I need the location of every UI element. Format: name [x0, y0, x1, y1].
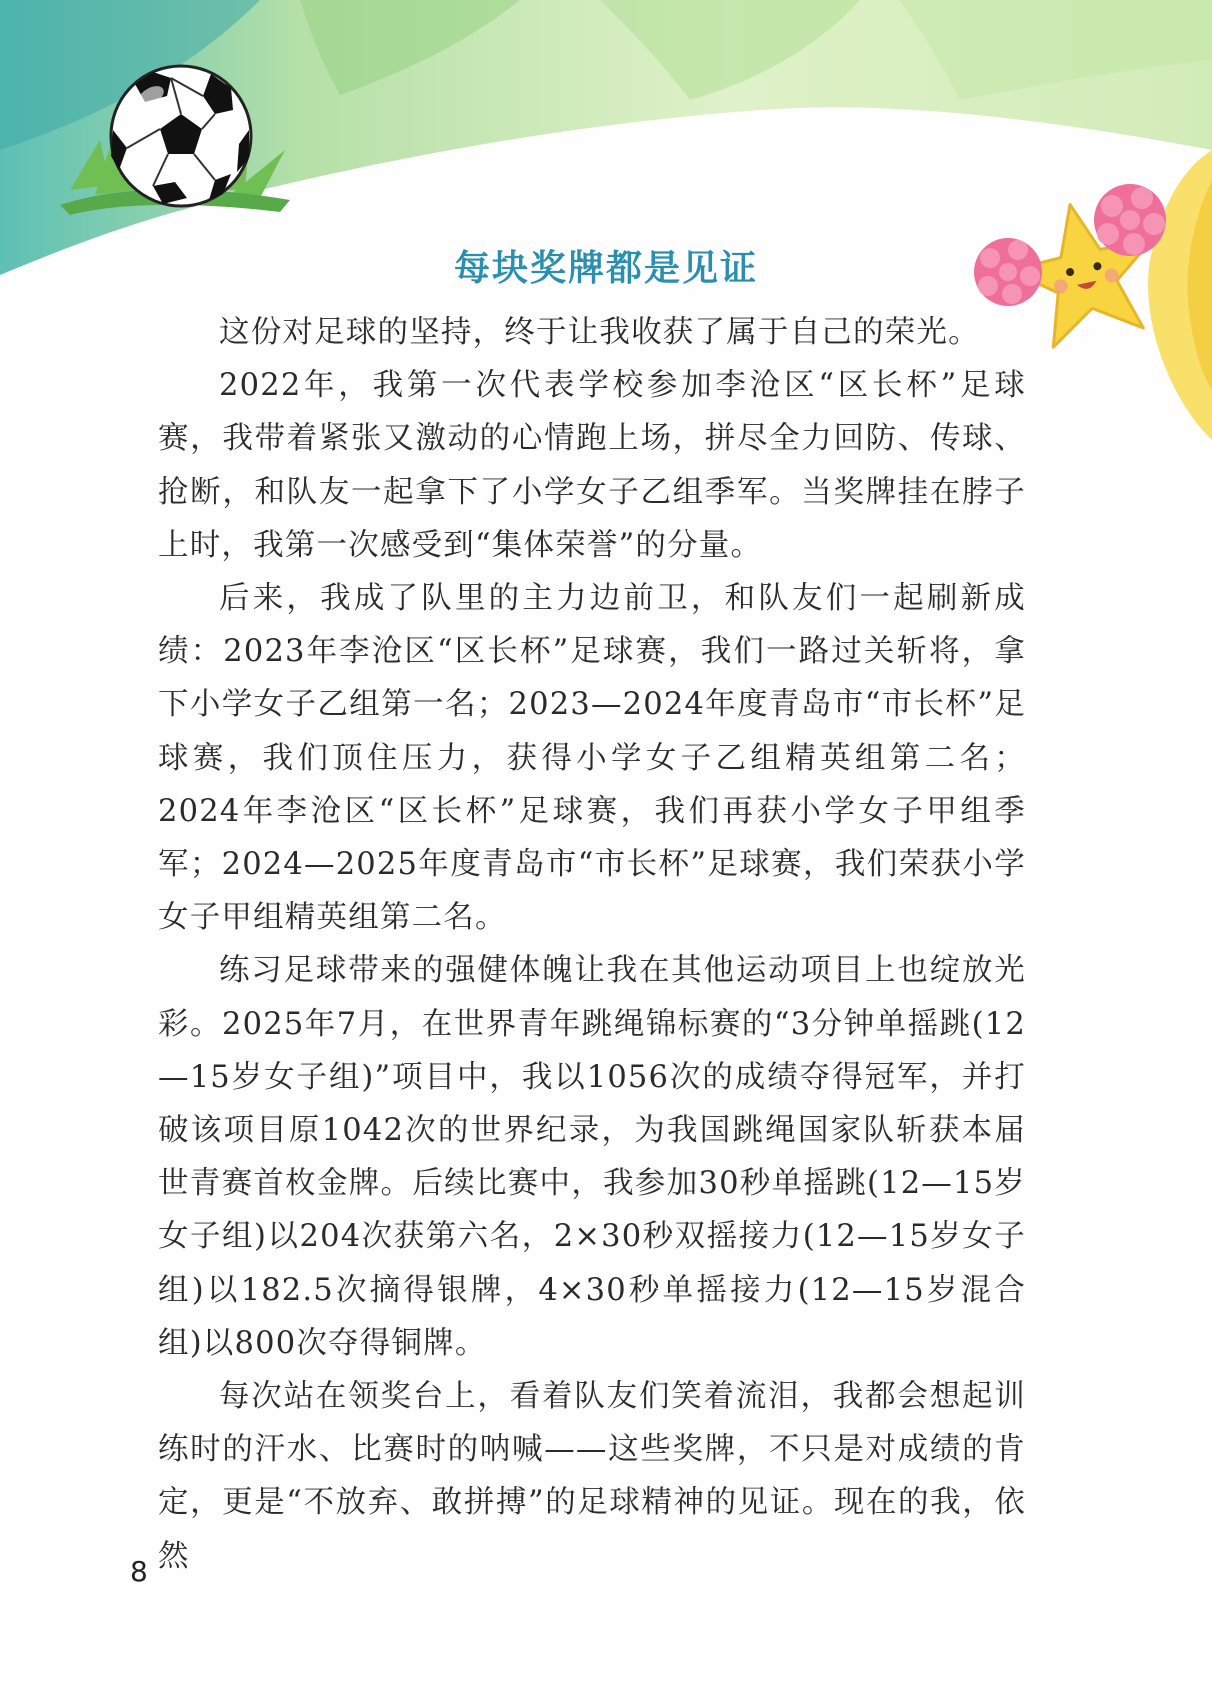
page-number: 8: [130, 1555, 148, 1588]
paragraph: 2022年，我第一次代表学校参加李沧区“区长杯”足球赛，我带着紧张又激动的心情跑上场，拼尽全力回防、传球、抢断，和队友一起拿下了小学女子乙组季军。当奖牌挂在脖子上时，我第一次感受到“集体荣誉”的分量。: [158, 368, 1026, 563]
paragraph: 后来，我成了队里的主力边前卫，和队友们一起刷新成绩：2023年李沧区“区长杯”足球赛，我们一路过关斩将，拿下小学女子乙组第一名；2023—2024年度青岛市“市长杯”足球赛，我们顶住压力，获得小学女子乙组精英组第二名；2024年李沧区“区长杯”足球赛，我们再获小学女子甲组季军；2024—2025年度青岛市“市长杯”足球赛，我们荣获小学女子甲组精英组第二名。: [158, 581, 1026, 936]
paragraph: 这份对足球的坚持，终于让我收获了属于自己的荣光。: [219, 315, 980, 350]
page-title: 每块奖牌都是见证: [453, 248, 758, 289]
paragraph: 每次站在领奖台上，看着队友们笑着流泪，我都会想起训练时的汗水、比赛时的呐喊——这些奖牌，不只是对成绩的肯定，更是“不放弃、敢拼搏”的足球精神的见证。现在的我，依然: [158, 1379, 1026, 1574]
article-body: [158, 306, 1026, 1583]
paragraph: 练习足球带来的强健体魄让我在其他运动项目上也绽放光彩。2025年7月，在世界青年跳绳锦标赛的“3分钟单摇跳(12—15岁女子组)”项目中，我以1056次的成绩夺得冠军，并打破该项目原1042次的世界纪录，为我国跳绳国家队斩获本届世青赛首枚金牌。后续比赛中，我参加30秒单摇跳(12—15岁女子组)以204次获第六名，2×30秒双摇接力(12—15岁女子组)以182.5次摘得银牌，4×30秒单摇接力(12—15岁混合组)以800次夺得铜牌。: [158, 953, 1026, 1361]
